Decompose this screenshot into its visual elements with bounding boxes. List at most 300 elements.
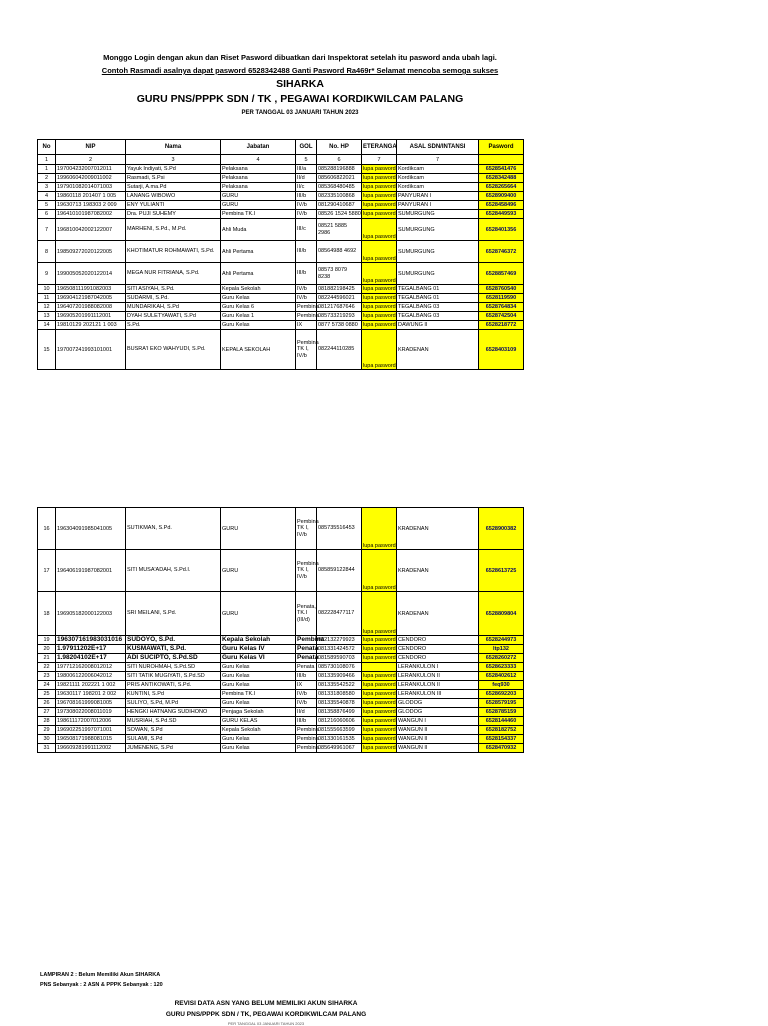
cell-no-hp: 08521 5885 2986: [317, 219, 362, 241]
cell-no-hp: 082335100868: [317, 192, 362, 201]
cell-pasword: 6528613725: [479, 550, 524, 592]
table-row: [38, 645, 524, 654]
cell-keterangan: lupa pasword: [363, 745, 396, 751]
cell-nip: 19860118 201407 1 005: [56, 192, 126, 201]
cell-nip: 197712162008012012: [56, 663, 126, 672]
cell-jabatan: Guru Kelas: [221, 321, 296, 330]
cell-jabatan: Guru Kelas IV: [221, 645, 296, 654]
column-number: 7: [362, 155, 397, 165]
cell-row-no: 22: [38, 663, 56, 672]
cell-gol: III/b: [296, 263, 317, 285]
cell-nama: SITI ASIYAH, S.Pd.: [126, 285, 221, 294]
cell-jabatan: Pelaksana: [221, 165, 296, 174]
cell-keterangan: lupa pasword: [363, 646, 396, 652]
column-number: 2: [56, 155, 126, 165]
cell-asal-instansi: TEGALBANG 01: [397, 294, 479, 303]
cell-pasword: 6528764834: [479, 303, 524, 312]
cell-no-hp: 081331424572: [317, 645, 362, 654]
cell-row-no: 9: [38, 263, 56, 285]
cell-nip: 197308022008011019: [56, 708, 126, 717]
cell-nip: 1.98204102E+17: [56, 654, 126, 663]
cell-gol: III/b: [296, 192, 317, 201]
cell-jabatan: GURU: [221, 550, 296, 592]
cell-nip: 198006122006042012: [56, 672, 126, 681]
table-row: [38, 263, 524, 285]
cell-no-hp: 081217687646: [317, 303, 362, 312]
cell-no-hp: 08573 8079 8238: [317, 263, 362, 285]
cell-row-no: 13: [38, 312, 56, 321]
cell-gol: III/b: [296, 672, 317, 681]
cell-pasword: 6528742504: [479, 312, 524, 321]
cell-gol: IV/b: [296, 699, 317, 708]
cell-no-hp: 085730108076: [317, 663, 362, 672]
table-row: [38, 183, 524, 192]
cell-row-no: 31: [38, 744, 56, 753]
table-row: [38, 165, 524, 174]
footer-revision-title: REVISI DATA ASN YANG BELUM MEMILIKI AKUN SIHARKA: [174, 1000, 358, 1007]
cell-asal-instansi: SUMURGUNG: [397, 219, 479, 241]
cell-nip: 196508111991082003: [56, 285, 126, 294]
cell-keterangan: lupa pasword: [363, 700, 396, 706]
cell-nama: ENY YULIANTI: [126, 201, 221, 210]
cell-nama: SUDARMI, S.Pd.: [126, 294, 221, 303]
cell-gol: III/b: [296, 717, 317, 726]
cell-nama: SRI MEILANI, S.Pd.: [126, 592, 221, 636]
cell-pasword: feq930: [479, 681, 524, 690]
table-row: [38, 699, 524, 708]
cell-nama: LANANG WIBOWO: [126, 192, 221, 201]
cell-jabatan: Pelaksana: [221, 174, 296, 183]
cell-keterangan: lupa pasword: [363, 727, 396, 733]
table-row: [38, 717, 524, 726]
cell-gol: IV/b: [296, 201, 317, 210]
cell-no-hp: 081216060606: [317, 717, 362, 726]
cell-nama: SUDOYO, S.Pd.: [126, 636, 221, 645]
cell-nip: 19810129 202121 1 003: [56, 321, 126, 330]
cell-nip: 19821111 202221 1 002: [56, 681, 126, 690]
cell-gol: Pembina: [297, 745, 319, 751]
cell-asal-instansi: SUMURGUNG: [397, 241, 479, 263]
cell-jabatan: GURU: [221, 201, 296, 210]
cell-nama: KUNTINI, S.Pd: [126, 690, 221, 699]
cell-nama: Rasmadi, S.Psi: [126, 174, 221, 183]
cell-pasword: 6528785159: [479, 708, 524, 717]
cell-nip: 196902251997071001: [56, 726, 126, 735]
cell-gol: Penata: [296, 663, 317, 672]
cell-gol: IX: [296, 321, 317, 330]
cell-row-no: 20: [38, 645, 56, 654]
cell-no-hp: 081335542522: [317, 681, 362, 690]
cell-nip: 196810042002122007: [56, 219, 126, 241]
cell-no-hp: 085288196888: [317, 165, 362, 174]
cell-pasword: 6528119590: [479, 294, 524, 303]
cell-nama: SUTIKMAN, S.Pd.: [126, 508, 221, 550]
cell-asal-instansi: KRADENAN: [397, 330, 479, 370]
cell-nip: 199606042009011002: [56, 174, 126, 183]
cell-jabatan: Guru Kelas: [221, 672, 296, 681]
cell-row-no: 28: [38, 717, 56, 726]
cell-nama: SOWAN, S.Pd: [126, 726, 221, 735]
header-jabatan: Jabatan: [221, 140, 296, 155]
cell-nama: BUSRA'I EKO WAHYUDI, S.Pd.: [126, 330, 221, 370]
cell-no-hp: 081882198425: [317, 285, 362, 294]
table-row: [38, 726, 524, 735]
cell-gol: III/b: [296, 241, 317, 263]
cell-no-hp: 081330161535: [317, 735, 362, 744]
table-row: [38, 663, 524, 672]
table-header-row: [38, 140, 524, 155]
header-gol: GOL: [296, 140, 317, 155]
cell-gol: Penata: [297, 645, 319, 652]
cell-row-no: 10: [38, 285, 56, 294]
cell-gol: Penata: [297, 654, 319, 661]
cell-nip: 196609281991112002: [56, 744, 126, 753]
cell-pasword: 6528900382: [479, 508, 524, 550]
cell-gol: Pembina TK I, IV/b: [296, 330, 317, 370]
cell-pasword: 6528182752: [479, 726, 524, 735]
cell-keterangan: lupa pasword: [363, 709, 396, 715]
cell-row-no: 15: [38, 330, 56, 370]
cell-no-hp: 085606822021: [317, 174, 362, 183]
cell-keterangan: lupa pasword: [362, 550, 397, 592]
cell-asal-instansi: GLODOG: [397, 708, 479, 717]
header-asal: ASAL SDN/INTANSI: [397, 140, 479, 155]
cell-row-no: 17: [38, 550, 56, 592]
document-date: PER TANGGAL 03 JANUARI TAHUN 2023: [241, 110, 359, 116]
cell-nama: Sutarji, A.ma.Pd: [126, 183, 221, 192]
column-number: [479, 155, 524, 165]
cell-row-no: 18: [38, 592, 56, 636]
cell-keterangan: lupa pasword: [362, 592, 397, 636]
cell-jabatan: Guru Kelas: [221, 699, 296, 708]
cell-row-no: 5: [38, 201, 56, 210]
cell-gol: Pembina: [297, 736, 319, 742]
cell-nip: 196904121987042005: [56, 294, 126, 303]
cell-keterangan: lupa pasword: [363, 322, 396, 328]
cell-gol: Pembina: [297, 304, 319, 310]
cell-nama: HENGKI HATNANG SUDIHONO: [126, 708, 221, 717]
table-row: [38, 636, 524, 645]
cell-asal-instansi: KRADENAN: [397, 592, 479, 636]
cell-asal-instansi: Kordikcam: [397, 183, 479, 192]
cell-gol: Pembina TK I, IV/b: [296, 550, 317, 592]
cell-asal-instansi: CENDORO: [397, 645, 479, 654]
cell-pasword: 6528692203: [479, 690, 524, 699]
cell-jabatan: Ahli Pertama: [221, 241, 296, 263]
header-pasword: Pasword: [479, 140, 524, 155]
cell-jabatan: Kepala Sekolah: [221, 636, 296, 645]
cell-nip: 19630117 198201 2 002: [56, 690, 126, 699]
cell-asal-instansi: WANGUN II: [397, 726, 479, 735]
cell-pasword: 6528623333: [479, 663, 524, 672]
cell-keterangan: lupa pasword: [363, 736, 396, 742]
cell-jabatan: Guru Kelas 1: [221, 312, 296, 321]
cell-no-hp: 085733219293: [317, 312, 362, 321]
header-no-hp: No. HP: [317, 140, 362, 155]
cell-keterangan: lupa pasword: [363, 211, 396, 217]
table-row: [38, 285, 524, 294]
column-number: 5: [296, 155, 317, 165]
cell-nip: 196304091985041005: [56, 508, 126, 550]
cell-nip: 197004232007012011: [56, 165, 126, 174]
cell-jabatan: GURU: [221, 508, 296, 550]
cell-keterangan: lupa pasword: [362, 508, 397, 550]
table-row: [38, 690, 524, 699]
cell-no-hp: 082244110285: [317, 330, 362, 370]
cell-no-hp: 081555663599: [317, 726, 362, 735]
cell-jabatan: Guru Kelas: [221, 744, 296, 753]
cell-row-no: 14: [38, 321, 56, 330]
cell-row-no: 6: [38, 210, 56, 219]
cell-jabatan: Ahli Pertama: [221, 263, 296, 285]
cell-pasword: 6528244973: [479, 636, 524, 645]
column-number: 1: [38, 155, 56, 165]
cell-pasword: 6528857469: [479, 263, 524, 285]
cell-jabatan: Penjaga Sekolah: [221, 708, 296, 717]
table-row: [38, 550, 524, 592]
cell-pasword: 6528403109: [479, 330, 524, 370]
cell-no-hp: 081290410687: [317, 201, 362, 210]
cell-row-no: 26: [38, 699, 56, 708]
cell-nama: ADI SUCIPTO, S.Pd.SD: [126, 654, 221, 663]
cell-keterangan: lupa pasword: [363, 184, 396, 190]
table-row: [38, 303, 524, 312]
cell-pasword: 6528402612: [479, 672, 524, 681]
cell-gol: Pembina: [297, 636, 325, 643]
cell-nip: 196708161999081005: [56, 699, 126, 708]
footer-count-note: PNS Sebanyak : 2 ASN & PPPK Sebanyak : 120: [40, 982, 163, 988]
cell-pasword: 6528746372: [479, 241, 524, 263]
cell-jabatan: Guru Kelas: [221, 294, 296, 303]
employee-table-part2: [37, 507, 524, 753]
cell-no-hp: 082228477117: [317, 592, 362, 636]
cell-asal-instansi: LERANKULON I: [397, 663, 479, 672]
header-no: No: [38, 140, 56, 155]
cell-no-hp: 08526 1524 5880: [318, 211, 361, 217]
cell-asal-instansi: CENDORO: [397, 654, 479, 663]
document-subtitle: GURU PNS/PPPK SDN / TK , PEGAWAI KORDIKWILCAM PALANG: [136, 93, 464, 105]
cell-pasword: 6528458496: [479, 201, 524, 210]
cell-gol: IX: [296, 681, 317, 690]
cell-pasword: 6528401356: [479, 219, 524, 241]
cell-nip: 196307161983031016: [56, 636, 126, 645]
cell-gol: II/d: [296, 708, 317, 717]
cell-gol: III/a: [296, 165, 317, 174]
cell-gol: Pembina: [297, 727, 319, 733]
cell-jabatan: Guru Kelas VI: [221, 654, 296, 663]
cell-no-hp: 085649961067: [317, 744, 362, 753]
column-number: 6: [317, 155, 362, 165]
cell-keterangan: lupa pasword: [363, 637, 396, 643]
cell-row-no: 30: [38, 735, 56, 744]
cell-pasword: 6528579195: [479, 699, 524, 708]
cell-no-hp: 081335909466: [317, 672, 362, 681]
table-row: [38, 744, 524, 753]
cell-asal-instansi: PANYURAN I: [397, 192, 479, 201]
cell-gol: II/d: [296, 174, 317, 183]
column-number: 7: [397, 155, 479, 165]
cell-nama: SULAMI, S.Pd: [126, 735, 221, 744]
cell-asal-instansi: TEGALBANG 03: [397, 303, 479, 312]
cell-nama: SULIYO, S.Pd, M.Pd: [126, 699, 221, 708]
cell-keterangan: lupa pasword: [363, 295, 396, 301]
column-number-row: [38, 155, 524, 165]
cell-keterangan: lupa pasword: [363, 691, 396, 697]
cell-row-no: 27: [38, 708, 56, 717]
cell-asal-instansi: DAWUNG II: [397, 321, 479, 330]
document-title: SIHARKA: [276, 78, 324, 90]
cell-gol: IV/b: [296, 285, 317, 294]
cell-row-no: 29: [38, 726, 56, 735]
cell-keterangan: lupa pasword: [363, 175, 396, 181]
cell-nip: 198611172007012006: [56, 717, 126, 726]
cell-gol: II/c: [296, 183, 317, 192]
cell-row-no: 21: [38, 654, 56, 663]
cell-keterangan: lupa pasword: [362, 263, 397, 285]
cell-nip: 196508171988081015: [56, 735, 126, 744]
cell-gol: Penata, TK.I (III/d): [296, 592, 317, 636]
cell-asal-instansi: LERANKULON III: [397, 690, 479, 699]
header-nama: Nama: [126, 140, 221, 155]
cell-pasword: 6528265664: [479, 183, 524, 192]
cell-no-hp: 085735516453: [317, 508, 362, 550]
table-row: [38, 192, 524, 201]
cell-keterangan: lupa pasword: [363, 202, 396, 208]
cell-asal-instansi: LERANKULON II: [397, 672, 479, 681]
cell-nama: PRIS ANTIKOWATI, S.Pd.: [126, 681, 221, 690]
cell-jabatan: Guru Kelas 6: [221, 303, 296, 312]
cell-jabatan: Guru Kelas: [221, 663, 296, 672]
table-row: [38, 735, 524, 744]
cell-jabatan: Ahli Muda: [221, 219, 296, 241]
cell-nip: 198509272020122005: [56, 241, 126, 263]
cell-pasword: 6528470932: [479, 744, 524, 753]
cell-no-hp: 082132279923: [317, 636, 362, 645]
cell-nip: 196905201991112001: [56, 312, 126, 321]
footer-revision-subtitle: GURU PNS/PPPK SDN / TK, PEGAWAI KORDIKWILCAM PALANG: [165, 1011, 367, 1018]
cell-row-no: 8: [38, 241, 56, 263]
cell-jabatan: Pembina TK.I: [221, 690, 296, 699]
cell-nama: SITI NUROHMAH, S.Pd.SD: [126, 663, 221, 672]
employee-table-part1: [37, 139, 524, 370]
cell-no-hp: 081358876499: [317, 708, 362, 717]
cell-pasword: 6528809804: [479, 592, 524, 636]
instruction-line: Monggo Login dengan akun dan Riset Pasword dibuatkan dari Inspektorat setelah itu pasword anda ubah lagi.: [103, 53, 497, 62]
cell-asal-instansi: WANGUN I: [397, 717, 479, 726]
cell-no-hp: 085859122844: [317, 550, 362, 592]
cell-no-hp: 081589590703: [317, 654, 362, 663]
cell-nip: 196406191987082001: [56, 550, 126, 592]
cell-nip: 196407201988082008: [56, 303, 126, 312]
cell-nip: 199005052020122014: [56, 263, 126, 285]
cell-no-hp: 08564988 4692: [317, 241, 362, 263]
cell-asal-instansi: KRADENAN: [397, 550, 479, 592]
cell-no-hp: 0877 5738 0880: [317, 321, 362, 330]
cell-asal-instansi: WANGUN II: [397, 735, 479, 744]
cell-pasword: 6528342488: [479, 174, 524, 183]
cell-keterangan: lupa pasword: [363, 718, 396, 724]
cell-asal-instansi: WANGUN II: [397, 744, 479, 753]
table-row: [38, 672, 524, 681]
cell-nama: Yayuk Indiyati, S.Pd: [126, 165, 221, 174]
cell-keterangan: [362, 663, 397, 672]
cell-asal-instansi: SUMURGUNG: [397, 263, 479, 285]
cell-nip: 1.97911202E+17: [56, 645, 126, 654]
cell-keterangan: lupa pasword: [362, 330, 397, 370]
cell-pasword: ltp132: [479, 645, 524, 654]
cell-row-no: 4: [38, 192, 56, 201]
cell-row-no: 11: [38, 294, 56, 303]
cell-row-no: 25: [38, 690, 56, 699]
cell-row-no: 12: [38, 303, 56, 312]
cell-gol: IV/b: [296, 294, 317, 303]
cell-asal-instansi: TEGALBANG 03: [397, 312, 479, 321]
cell-nama: JUMENENG, S.Pd: [126, 744, 221, 753]
cell-row-no: 19: [38, 636, 56, 645]
cell-keterangan: lupa pasword: [363, 682, 396, 688]
cell-gol: III/c: [296, 219, 317, 241]
cell-gol: IV/b: [296, 210, 317, 219]
cell-no-hp: 085368480485: [317, 183, 362, 192]
cell-jabatan: Kepala Sekolah: [221, 726, 296, 735]
table-row: [38, 708, 524, 717]
table-row: [38, 210, 524, 219]
cell-keterangan: lupa pasword: [363, 193, 396, 199]
table-row: [38, 330, 524, 370]
cell-asal-instansi: KRADENAN: [397, 508, 479, 550]
cell-gol: Pembina: [297, 313, 319, 319]
footer-revision-date: PER TANGGAL 03 JANUARI TAHUN 2023: [227, 1021, 305, 1026]
cell-keterangan: lupa pasword: [363, 166, 396, 172]
column-number: 3: [126, 155, 221, 165]
table-row: [38, 681, 524, 690]
cell-keterangan: lupa pasword: [362, 219, 397, 241]
cell-nama: SITI TATIK MUGIYATI, S.Pd.SD: [126, 672, 221, 681]
cell-asal-instansi: GLODOG: [397, 699, 479, 708]
column-number: 4: [221, 155, 296, 165]
table-row: [38, 592, 524, 636]
table-row: [38, 241, 524, 263]
table-row: [38, 201, 524, 210]
cell-nama: MUSRIAH, S.Pd.SD: [126, 717, 221, 726]
cell-jabatan: GURU KELAS: [221, 717, 296, 726]
cell-keterangan: lupa pasword: [363, 313, 396, 319]
cell-gol: Pembina TK I, IV/b: [296, 508, 317, 550]
cell-nama: Dra. PUJI SUHEMY: [126, 210, 221, 219]
table-row: [38, 312, 524, 321]
cell-nama: DYAH SULETYAWATI, S.Pd: [126, 312, 221, 321]
cell-pasword: 6528154337: [479, 735, 524, 744]
cell-pasword: 6528260272: [479, 654, 524, 663]
cell-pasword: 6528909400: [479, 192, 524, 201]
cell-row-no: 1: [38, 165, 56, 174]
header-nip: NIP: [56, 140, 126, 155]
cell-keterangan: lupa pasword: [362, 241, 397, 263]
cell-nama: MUNDARIKAH, S.Pd: [126, 303, 221, 312]
cell-nama: KHOTIMATUR ROHMAWATI, S.Pd.: [126, 241, 221, 263]
cell-jabatan: Pelaksana: [221, 183, 296, 192]
cell-nama: SITI MUSA'ADAH, S.Pd.I.: [126, 550, 221, 592]
cell-keterangan: lupa pasword: [363, 286, 396, 292]
cell-jabatan: GURU: [221, 192, 296, 201]
cell-asal-instansi: PANYURAN I: [397, 201, 479, 210]
cell-asal-instansi: LERANKULON II: [397, 681, 479, 690]
cell-pasword: 6528449593: [479, 210, 524, 219]
cell-pasword: 6528760540: [479, 285, 524, 294]
header-keterangan: ETERANGA: [362, 140, 397, 155]
cell-pasword: 6528541476: [479, 165, 524, 174]
cell-row-no: 24: [38, 681, 56, 690]
